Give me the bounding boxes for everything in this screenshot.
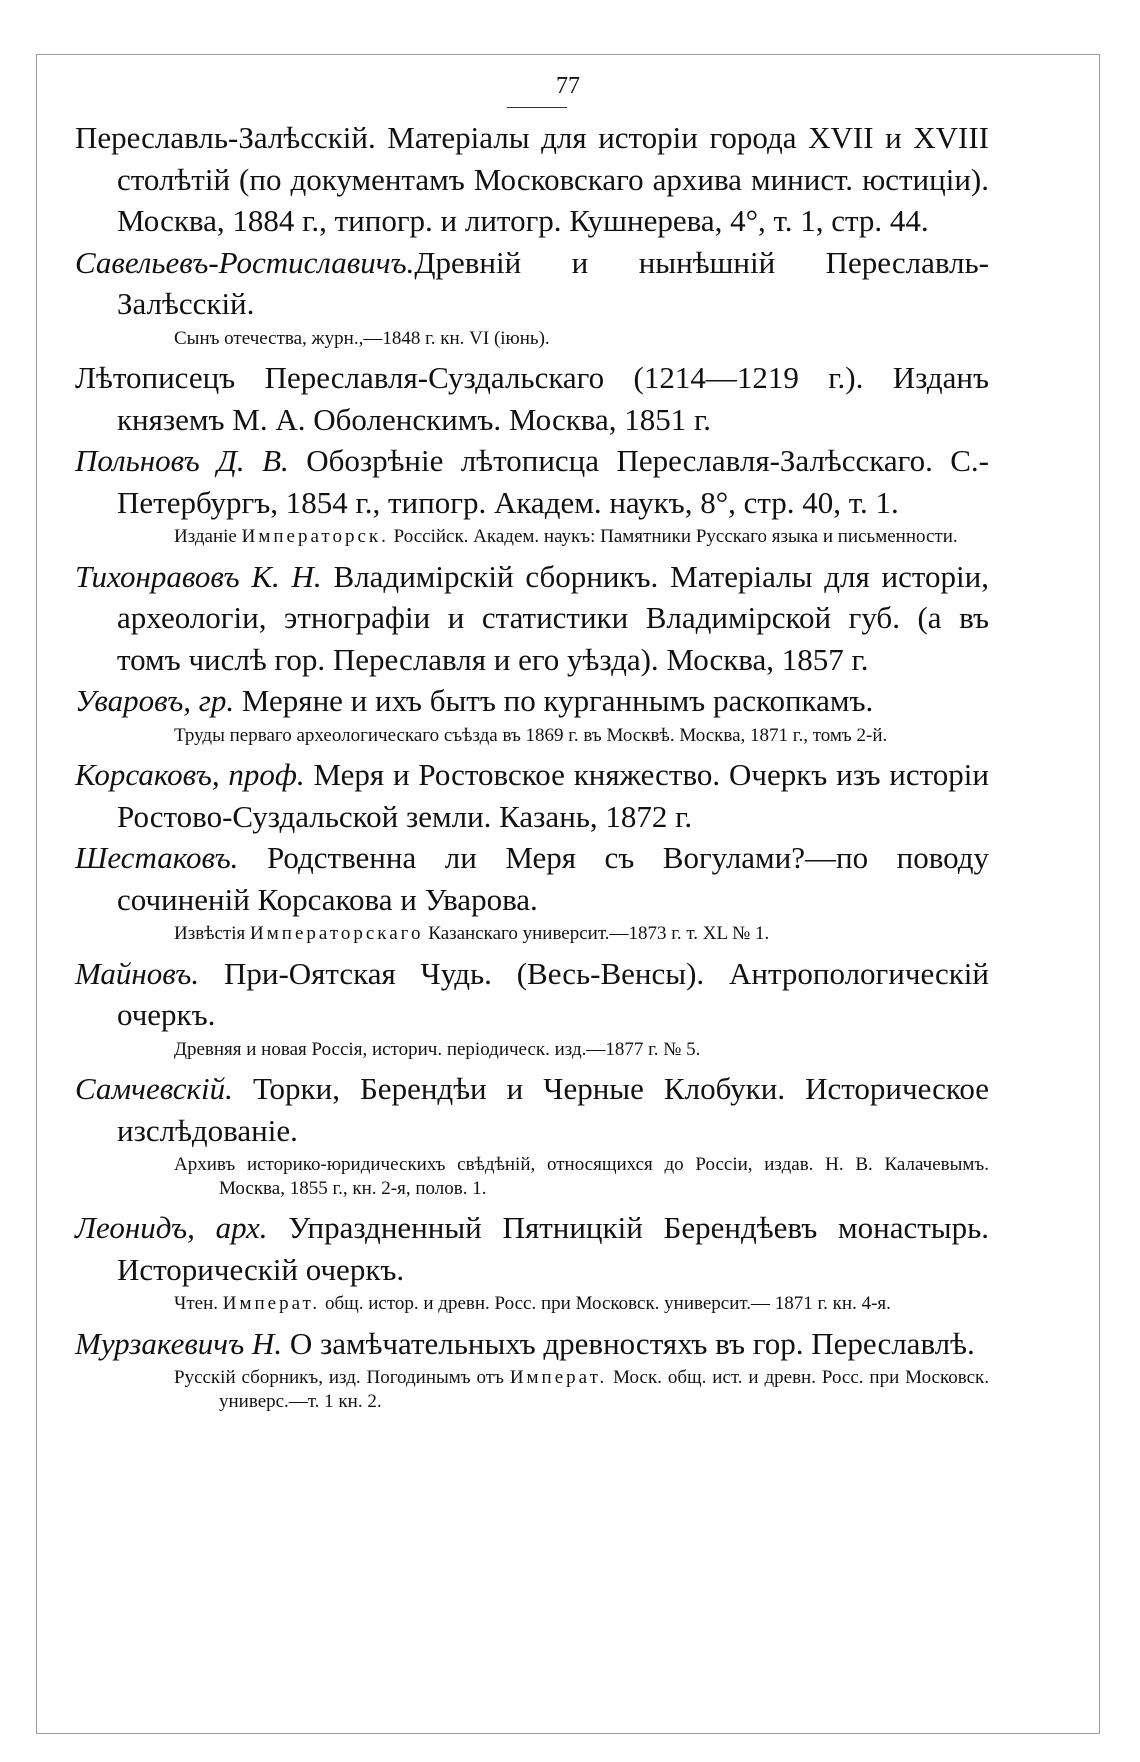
entry-author: Самчевскій. bbox=[75, 1071, 233, 1106]
entry-source-note: Архивъ историко-юридическихъ свѣдѣній, относящихся до Россіи, издав. Н. В. Калачевымъ. Москва, 1855 г., кн. 2-я, полов. 1. bbox=[174, 1154, 989, 1199]
entry-source-note: Изданіе Императорск. Россійск. Академ. наукъ: Памятники Русскаго языка и письменности. bbox=[174, 526, 958, 547]
bibliography-entry bbox=[75, 754, 989, 837]
entry-title: Меря и Ростовское княжество. Очеркъ изъ исторіи Ростово-Суздальской земли. Казань, 1872 г. bbox=[117, 757, 989, 834]
bibliography-entry bbox=[75, 357, 989, 440]
page-number: 77 bbox=[556, 73, 580, 99]
spaced-word: Императ. bbox=[509, 1367, 608, 1388]
entry-title: При-Оятская Чудь. (Весь-Венсы). Антропологическій очеркъ. bbox=[117, 955, 989, 1032]
entry-title: Древній и нынѣшній Переславль-Залѣсскій. bbox=[117, 244, 989, 321]
bibliography-entry bbox=[75, 1207, 989, 1316]
bibliography-entry bbox=[75, 440, 989, 549]
entry-title: Лѣтописецъ Переславля-Суздальскаго (1214—1219 г.). Изданъ княземъ М. А. Оболенскимъ. Москва, 1851 г. bbox=[75, 360, 989, 437]
entry-title: Родственна ли Меря съ Вогулами?—по поводу сочиненій Корсакова и Уварова. bbox=[117, 840, 990, 917]
bibliography-entry bbox=[75, 556, 989, 681]
entry-source-note: Русскій сборникъ, изд. Погодинымъ отъ Императ. Моск. общ. ист. и древн. Росс. при Московск. универс.—т. 1 кн. 2. bbox=[174, 1367, 990, 1412]
spaced-word: Императорск. bbox=[241, 526, 389, 547]
bibliography-list bbox=[75, 117, 989, 1420]
entry-source-note: Чтен. Императ. общ. истор. и древн. Росс. при Московск. университ.— 1871 г. кн. 4-я. bbox=[174, 1293, 891, 1314]
entry-source-note: Древняя и новая Россія, историч. періодическ. изд.—1877 г. № 5. bbox=[174, 1038, 701, 1060]
spaced-word: Императорскаго bbox=[250, 923, 424, 944]
entry-title: Владимірскій сборникъ. Матеріалы для исторіи, археологіи, этнографіи и статистики Владимірской губ. (а въ томъ числѣ гор. Переславля и его уѣзда). Москва, 1857 г. bbox=[117, 558, 989, 677]
entry-author: Савельевъ-Ростиславичъ. bbox=[75, 244, 415, 280]
bibliography-entry bbox=[75, 1068, 989, 1200]
bibliography-entry bbox=[75, 242, 989, 351]
entry-author: Мурзакевичъ Н. bbox=[75, 1325, 283, 1361]
entry-author: Шестаковъ. bbox=[75, 840, 239, 875]
entry-author: Леонидъ, арх. bbox=[75, 1210, 268, 1245]
entry-source-note: Извѣстія Императорскаго Казанскаго университ.—1873 г. т. XL № 1. bbox=[174, 923, 770, 944]
entry-title: Обозрѣніе лѣтописца Переславля-Залѣсскаго. С.-Петербургъ, 1854 г., типогр. Академ. наукъ, 8°, стр. 40, т. 1. bbox=[117, 443, 989, 520]
entry-title: Меряне и ихъ бытъ по курганнымъ раскопкамъ. bbox=[241, 683, 874, 718]
entry-author: Тихонравовъ К. Н. bbox=[75, 558, 322, 594]
bibliography-entry bbox=[75, 1323, 989, 1414]
spaced-word: Императ. bbox=[222, 1293, 321, 1314]
entry-author: Майновъ. bbox=[75, 955, 200, 991]
page-number-rule bbox=[507, 107, 567, 108]
entry-title: О замѣчательныхъ древностяхъ въ гор. Переславлѣ. bbox=[289, 1325, 975, 1361]
entry-title: Торки, Берендѣи и Черные Клобуки. Историческое изслѣдованіе. bbox=[117, 1071, 989, 1148]
bibliography-entry bbox=[75, 680, 989, 747]
entry-source-note: Сынъ отечества, журн.,—1848 г. кн. VI (іюнь). bbox=[174, 327, 550, 349]
entry-title: Переславль-Залѣсскій. Матеріалы для исторіи города XVII и XVIII столѣтій (по документамъ Московскаго архива минист. юстиціи). Москва, 1884 г., типогр. и литогр. Кушнерева, 4°, т. 1, стр. 44. bbox=[75, 120, 989, 238]
bibliography-entry bbox=[75, 117, 989, 242]
entry-author: Уваровъ, гр. bbox=[75, 683, 235, 718]
entry-title: Упраздненный Пятницкій Берендѣевъ монастырь. Историческій очеркъ. bbox=[117, 1210, 989, 1287]
entry-author: Польновъ Д. В. bbox=[75, 443, 289, 478]
entry-source-note: Труды перваго археологическаго съѣзда въ 1869 г. въ Москвѣ. Москва, 1871 г., томъ 2-й. bbox=[174, 724, 888, 746]
bibliography-entry bbox=[75, 837, 989, 946]
book-page bbox=[36, 54, 1100, 1734]
bibliography-entry bbox=[75, 953, 989, 1062]
entry-author: Корсаковъ, проф. bbox=[75, 757, 305, 792]
